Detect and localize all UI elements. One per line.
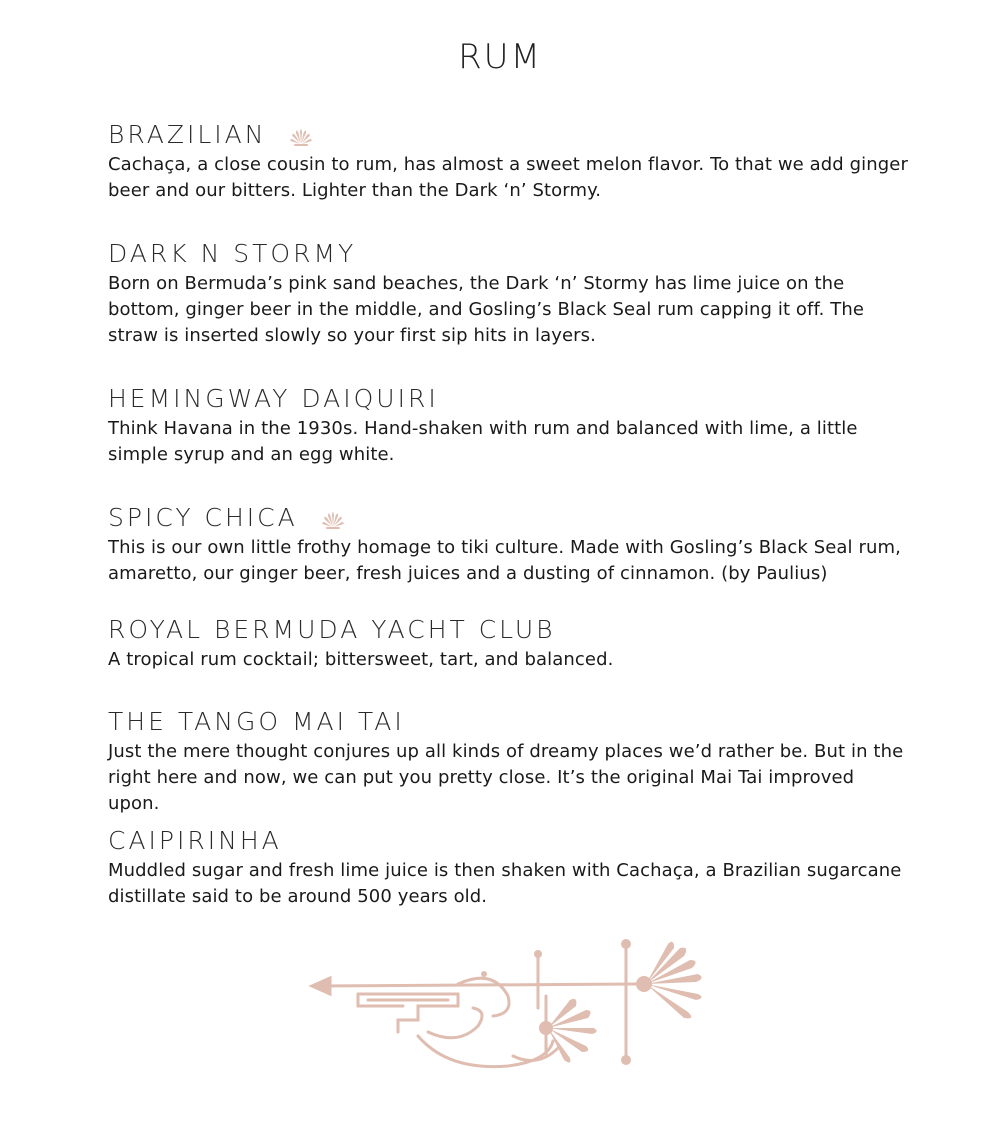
item-name: BRAZILIAN <box>108 120 267 149</box>
item-description: A tropical rum cocktail; bittersweet, tart, and balanced. <box>108 649 614 670</box>
menu-item-hemingway-daiquiri <box>108 384 908 468</box>
item-description: Think Havana in the 1930s. Hand-shaken with rum and balanced with lime, a little simple syrup and an egg white. <box>108 418 858 465</box>
art-deco-palmette-ornament-icon <box>308 936 708 1074</box>
item-name: THE TANGO MAI TAI <box>108 707 405 736</box>
item-description: Muddled sugar and fresh lime juice is then shaken with Cachaça, a Brazilian sugarcane distillate said to be around 500 years old. <box>108 860 902 907</box>
menu-item-the-tango-mai-tai <box>108 707 908 817</box>
page-title: RUM <box>458 37 542 77</box>
item-description: Just the mere thought conjures up all kinds of dreamy places we’d rather be. But in the right here and now, we can put you pretty close. It’s the original Mai Tai improved upon. <box>108 741 904 814</box>
palm-leaf-icon <box>320 505 346 531</box>
palm-leaf-icon <box>288 122 314 148</box>
item-name: CAIPIRINHA <box>108 826 282 855</box>
item-name: DARK N STORMY <box>108 239 357 268</box>
menu-item-brazilian <box>108 120 908 204</box>
item-description: This is our own little frothy homage to tiki culture. Made with Gosling’s Black Seal rum, amaretto, our ginger beer, fresh juices and a dusting of cinnamon. (by Paulius) <box>108 537 901 584</box>
item-name: ROYAL BERMUDA YACHT CLUB <box>108 615 556 644</box>
menu-item-caipirinha <box>108 826 908 910</box>
item-description: Born on Bermuda’s pink sand beaches, the Dark ‘n’ Stormy has lime juice on the bottom, ginger beer in the middle, and Gosling’s Black Seal rum capping it off. The straw is inserted slowly so your first sip hits in layers. <box>108 273 865 346</box>
menu-item-royal-bermuda-yacht-club <box>108 615 908 673</box>
menu-item-dark-n-stormy <box>108 239 908 349</box>
item-name: HEMINGWAY DAIQUIRI <box>108 384 439 413</box>
item-name: SPICY CHICA <box>108 503 298 532</box>
item-description: Cachaça, a close cousin to rum, has almost a sweet melon flavor. To that we add ginger beer and our bitters. Lighter than the Dark ‘n’ Stormy. <box>108 154 908 201</box>
menu-item-spicy-chica <box>108 503 908 587</box>
